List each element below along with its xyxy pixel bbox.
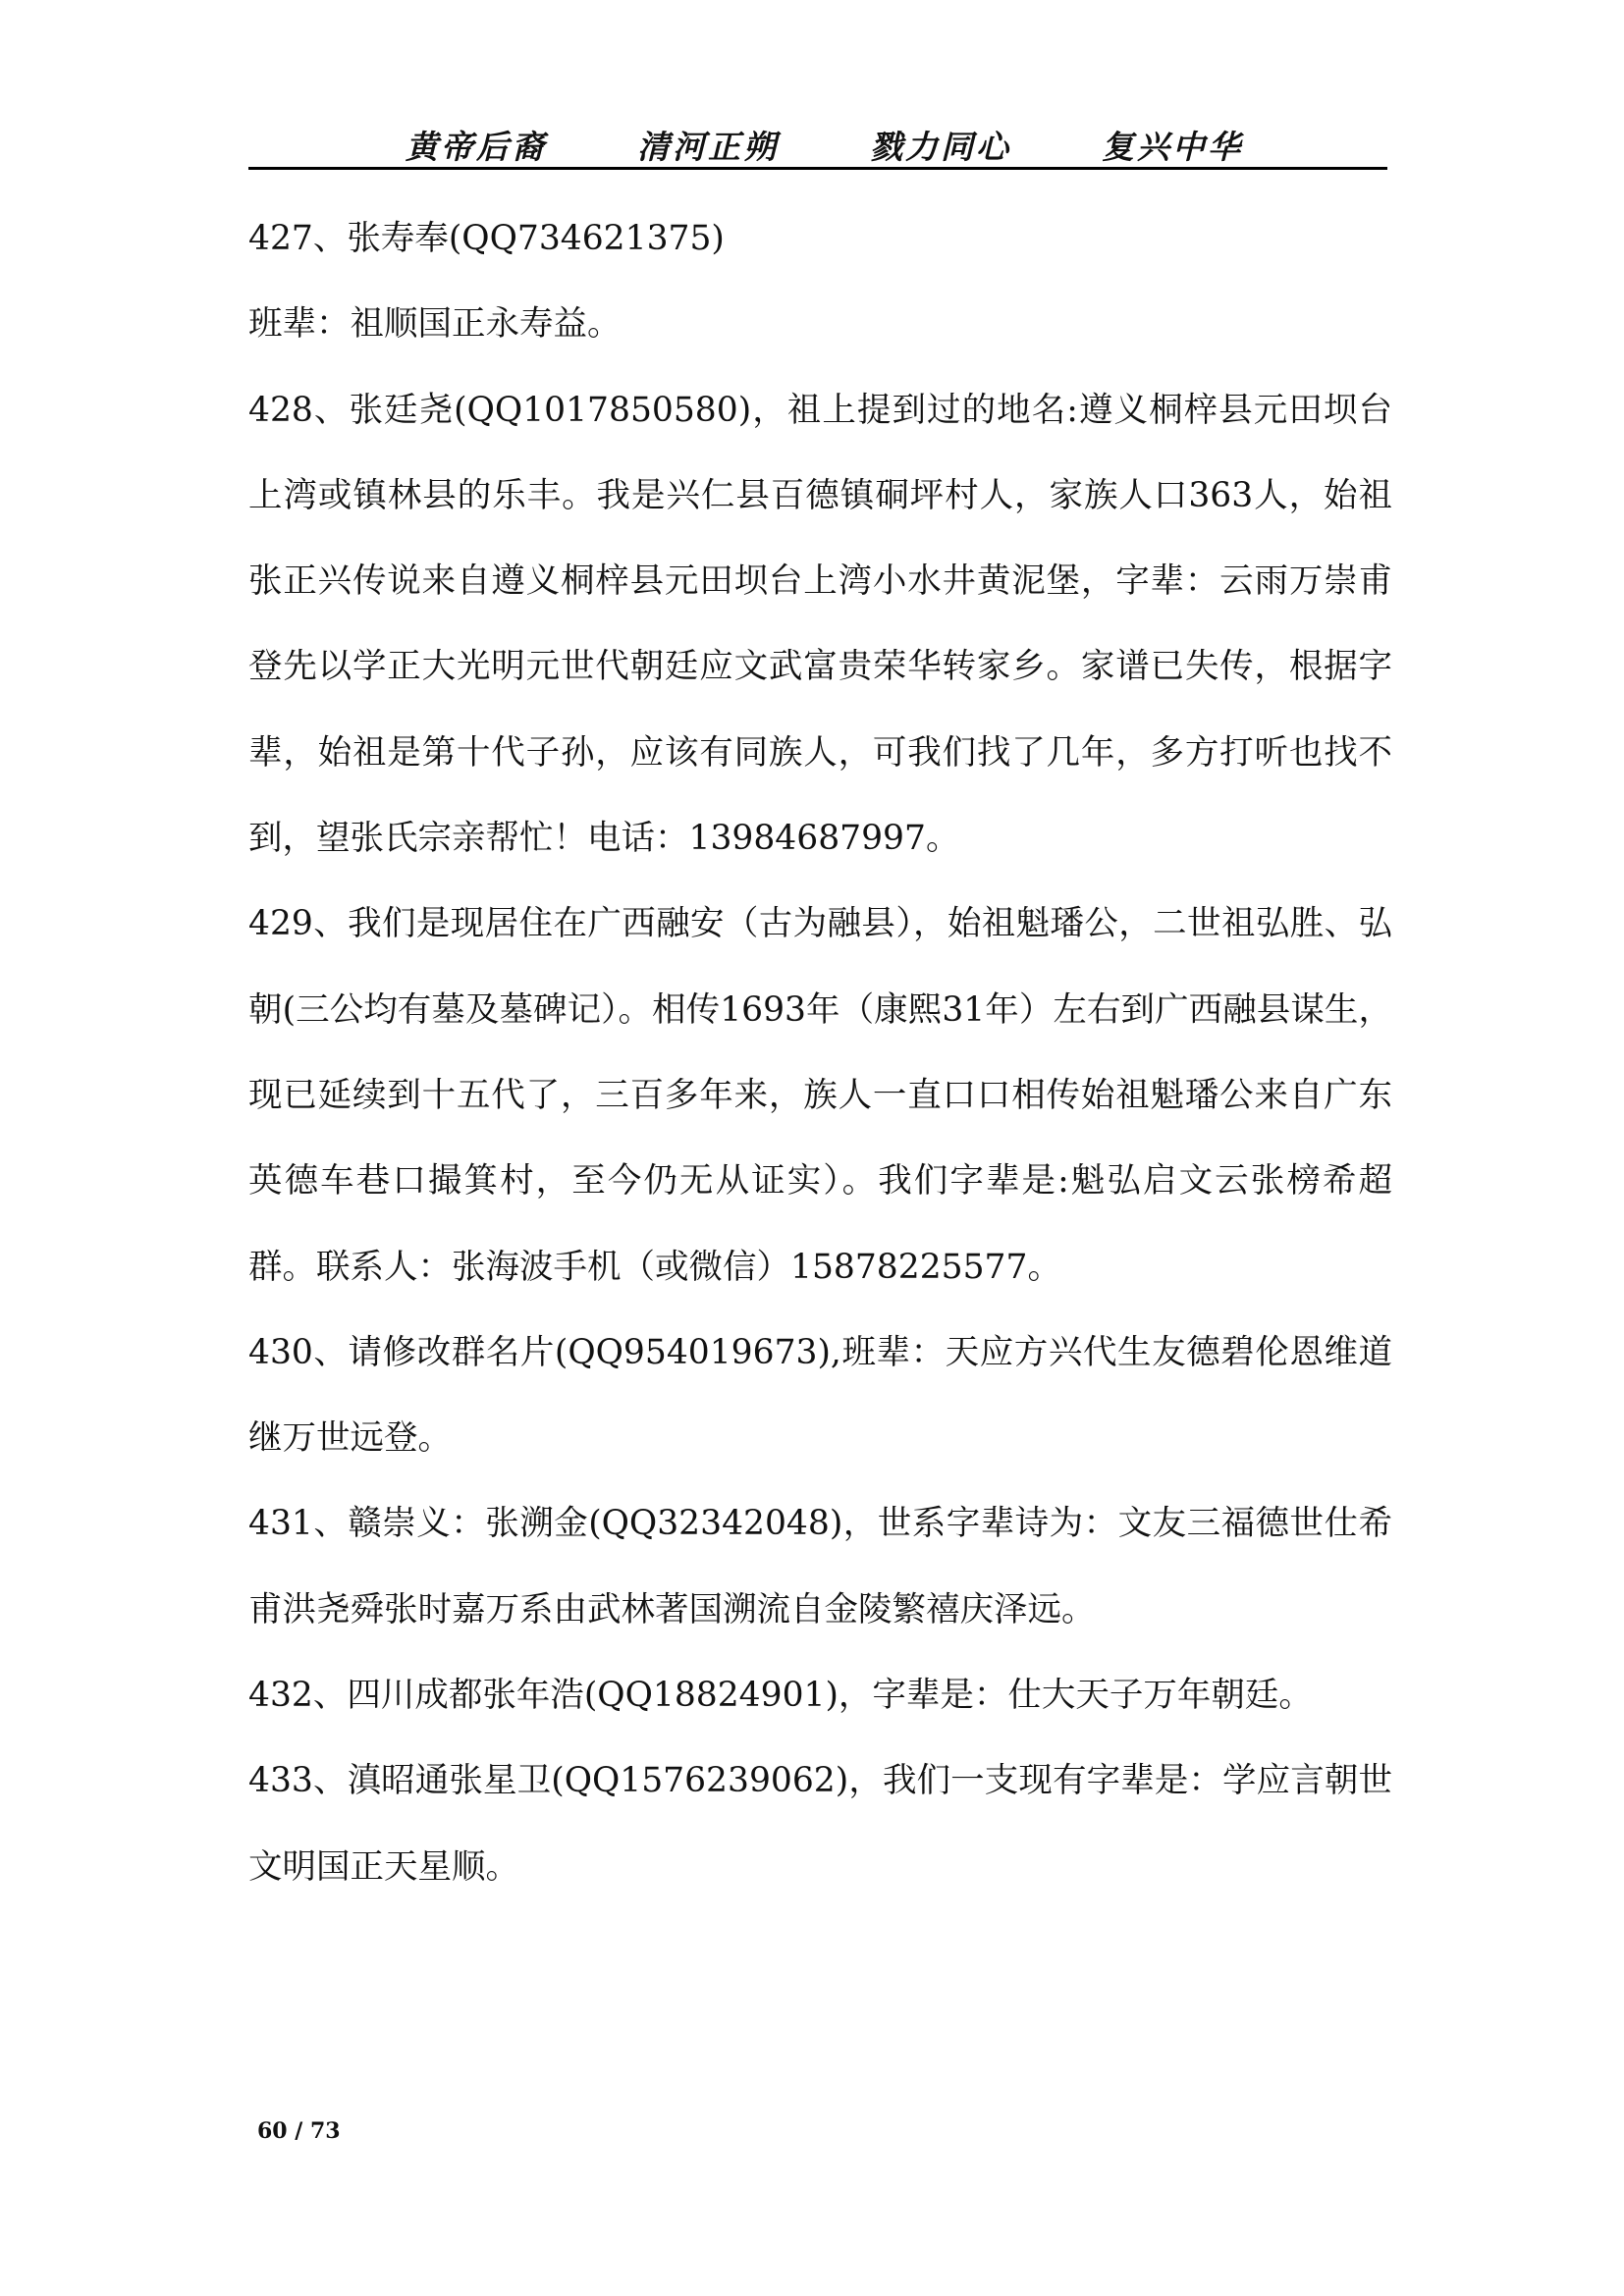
entry-429: 429、我们是现居住在广西融安（古为融县），始祖魁璠公，二世祖弘胜、弘朝(三公均有墓及墓碑记）。相传1693年（康熙31年）左右到广西融县谋生，现已延续到十五代了，三百多年来，族人一直口口相传始祖魁璠公来自广东英德车巷口撮箕村，至今仍无从证实）。我们字辈是:魁弘启文云张榜希超群。联系人：张海波手机（或微信）15878225577。 <box>248 904 1392 1287</box>
entry-427-title: 427、张寿奉(QQ734621375) <box>248 219 725 258</box>
header-slogan-2: 清河正朔 <box>637 128 779 166</box>
page-number: 60 / 73 <box>257 2118 341 2144</box>
entry-427-generation-names: 班辈：祖顺国正永寿益。 <box>248 304 622 345</box>
entry-430: 430、请修改群名片(QQ954019673),班辈：天应方兴代生友德碧伦恩维道继万世远登。 <box>248 1332 1392 1459</box>
entry-432: 432、四川成都张年浩(QQ18824901)，字辈是：仕大天子万年朝廷。 <box>248 1676 1313 1716</box>
header-slogan-3: 戮力同心 <box>870 128 1011 166</box>
header-slogan-1: 黄帝后裔 <box>406 128 547 166</box>
entry-428: 428、张廷尧(QQ1017850580)，祖上提到过的地名:遵义桐梓县元田坝台上湾或镇林县的乐丰。我是兴仁县百德镇硐坪村人，家族人口363人，始祖张正兴传说来自遵义桐梓县元田坝台上湾小水井黄泥堡，字辈：云雨万崇甫登先以学正大光明元世代朝廷应文武富贵荣华转家乡。家谱已失传，根据字辈，始祖是第十代子孙，应该有同族人，可我们找了几年，多方打听也找不到，望张氏宗亲帮忙！电话：13984687997。 <box>248 390 1392 859</box>
entry-433: 433、滇昭通张星卫(QQ1576239062)，我们一支现有字辈是：学应言朝世文明国正天星顺。 <box>248 1761 1392 1887</box>
entry-431: 431、赣崇义：张溯金(QQ32342048)，世系字辈诗为：文友三福德世仕希甫洪尧舜张时嘉万系由武林著国溯流自金陵繁禧庆泽远。 <box>248 1504 1392 1629</box>
header-slogan-4: 复兴中华 <box>1102 128 1243 166</box>
page-header <box>248 116 1387 170</box>
document-body <box>248 196 1392 1910</box>
